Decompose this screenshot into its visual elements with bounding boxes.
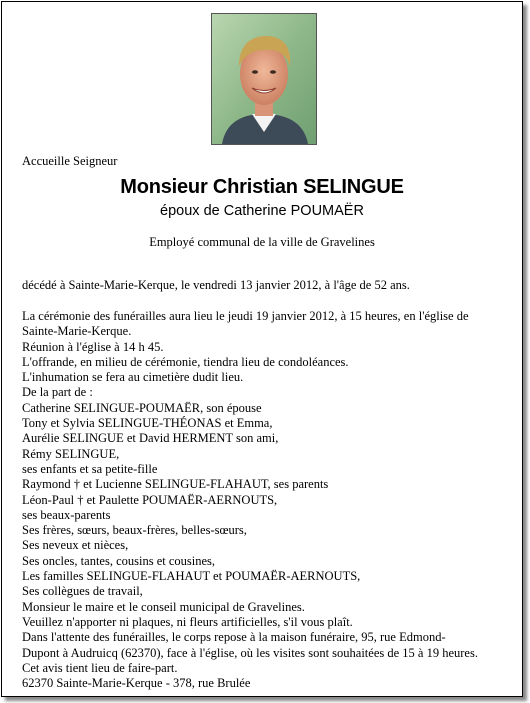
notice-line: ses beaux-parents [22,507,111,522]
notice-line: Ses neveux et nièces, [22,538,129,553]
notice-line: Ses frères, sœurs, beaux-frères, belles-sœurs, [22,523,247,538]
notice-line: Ses collègues de travail, [22,584,143,599]
notice-line: Ses oncles, tantes, cousins et cousines, [22,553,216,568]
notice-line: Cet avis tient lieu de faire-part. [22,660,178,675]
notice-line: De la part de : [22,385,93,400]
notice-line: Sainte-Marie-Kerque. [22,324,132,339]
notice-line: Raymond † et Lucienne SELINGUE-FLAHAUT, ses parents [22,477,329,492]
occupation-line: Employé communal de la ville de Gravelines [149,235,375,249]
notice-body [22,309,512,691]
notice-line: Catherine SELINGUE-POUMAËR, son épouse [22,400,262,415]
deceased-name: Monsieur Christian SELINGUE [120,176,404,198]
spouse-line: époux de Catherine POUMAËR [160,203,364,219]
notice-line: ses enfants et sa petite-fille [22,461,158,476]
notice-line: Réunion à l'église à 14 h 45. [22,339,164,354]
notice-line: Léon-Paul † et Paulette POUMAËR-AERNOUTS, [22,492,278,507]
obituary-notice [1,1,523,697]
notice-line: La cérémonie des funérailles aura lieu le jeudi 19 janvier 2012, à 15 heures, en l'église de [22,309,469,323]
death-notice: décédé à Sainte-Marie-Kerque, le vendredi 13 janvier 2012, à l'âge de 52 ans. [22,278,410,292]
notice-line: L'inhumation se fera au cimetière dudit lieu. [22,370,244,385]
notice-line: Les familles SELINGUE-FLAHAUT et POUMAËR-AERNOUTS, [22,569,361,584]
notice-line: 62370 Sainte-Marie-Kerque - 378, rue Brulée [22,676,251,691]
notice-line: Rémy SELINGUE, [22,446,120,461]
notice-line: Veuillez n'apporter ni plaques, ni fleurs artificielles, s'il vous plaît. [22,614,353,629]
portrait-photo [211,13,317,145]
notice-line: L'offrande, en milieu de cérémonie, tiendra lieu de condoléances. [22,354,349,369]
notice-line: Dans l'attente des funérailles, le corps repose à la maison funéraire, 95, rue Edmond- [22,630,446,645]
notice-line: Monsieur le maire et le conseil municipal de Gravelines. [22,599,305,614]
notice-line: Dupont à Audruicq (62370), face à l'église, où les visites sont souhaitées de 15 à 19 heures. [22,645,478,660]
notice-line: Tony et Sylvia SELINGUE-THÉONAS et Emma, [22,416,273,431]
notice-line: Aurélie SELINGUE et David HERMENT son ami, [22,431,279,446]
salutation: Accueille Seigneur [22,154,118,168]
